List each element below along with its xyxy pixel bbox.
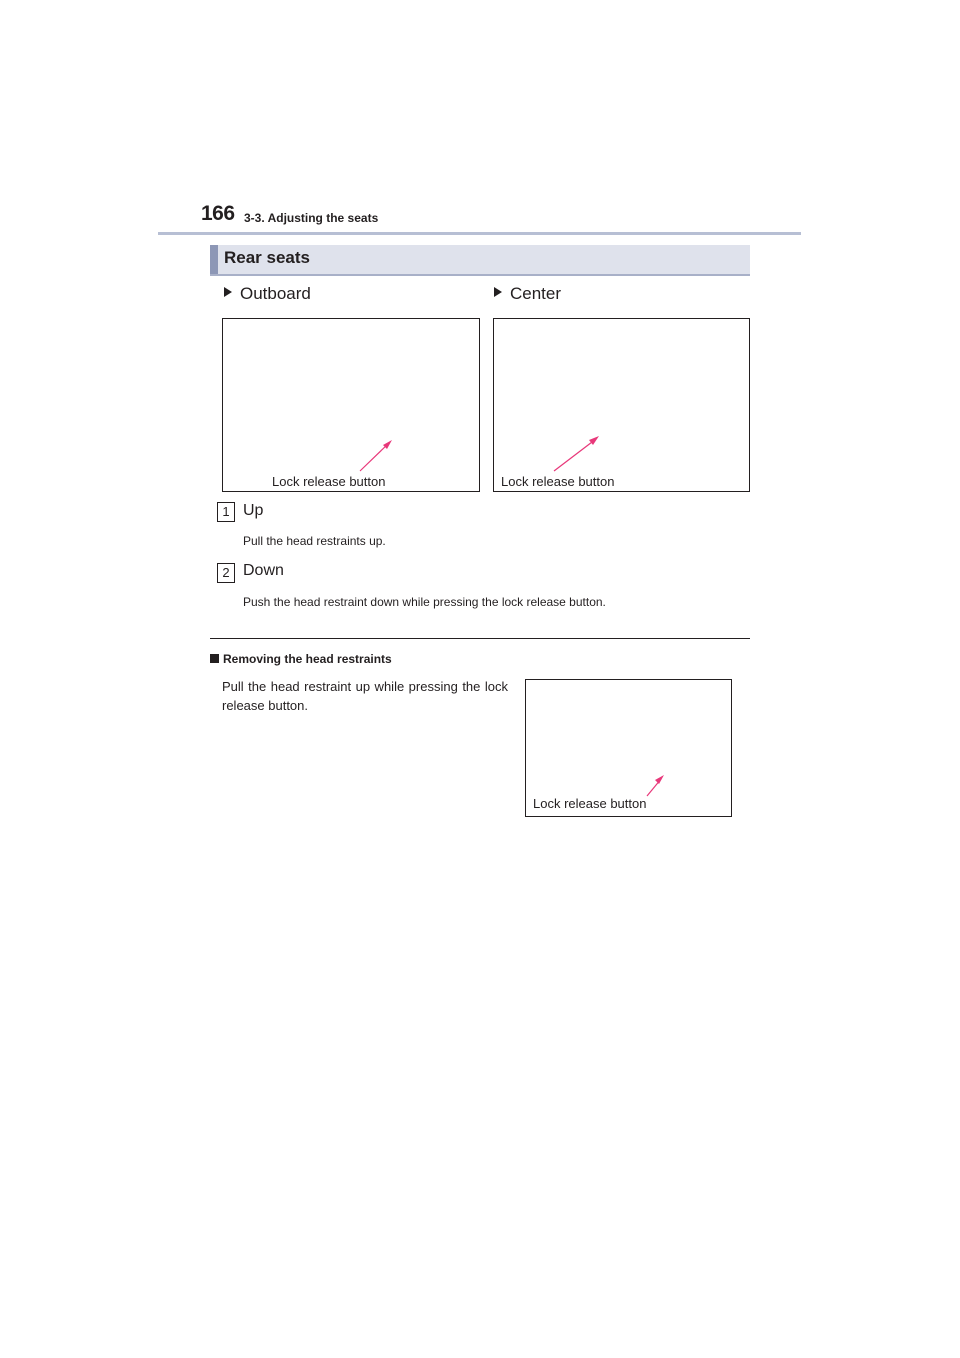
section-divider [210, 638, 750, 639]
step-number-1: 1 [217, 502, 235, 522]
note-body: Pull the head restraint up while pressing the lock release button. [222, 679, 508, 713]
section-reference: 3-3. Adjusting the seats [244, 211, 379, 225]
step-body-2: Push the head restraint down while pressing the lock release button. [243, 595, 606, 609]
center-figure [493, 318, 750, 492]
step-number-2: 2 [217, 563, 235, 583]
header-rule [158, 232, 801, 235]
triangle-bullet-icon [224, 287, 232, 297]
center-arrow [494, 319, 751, 493]
center-lock-label: Lock release button [501, 474, 615, 489]
section-bar-accent [210, 245, 218, 274]
outboard-heading-text: Outboard [240, 284, 311, 303]
step-body-1: Pull the head restraints up. [243, 534, 386, 548]
center-heading [494, 284, 561, 304]
outboard-arrow [223, 319, 481, 493]
page-number: 166 [201, 202, 235, 225]
outboard-heading [224, 284, 311, 304]
removing-lock-label: Lock release button [533, 796, 647, 811]
note-heading-text: Removing the head restraints [223, 652, 392, 666]
center-heading-text: Center [510, 284, 562, 303]
removing-figure [525, 679, 732, 817]
outboard-lock-label: Lock release button [272, 474, 386, 489]
step-title-2: Down [243, 562, 284, 579]
triangle-bullet-icon [494, 287, 502, 297]
outboard-figure [222, 318, 480, 492]
step-title-1: Up [243, 502, 264, 519]
section-title: Rear seats [224, 248, 311, 267]
note-heading [210, 652, 392, 666]
square-bullet-icon [210, 654, 219, 663]
section-title-bar [210, 245, 750, 276]
